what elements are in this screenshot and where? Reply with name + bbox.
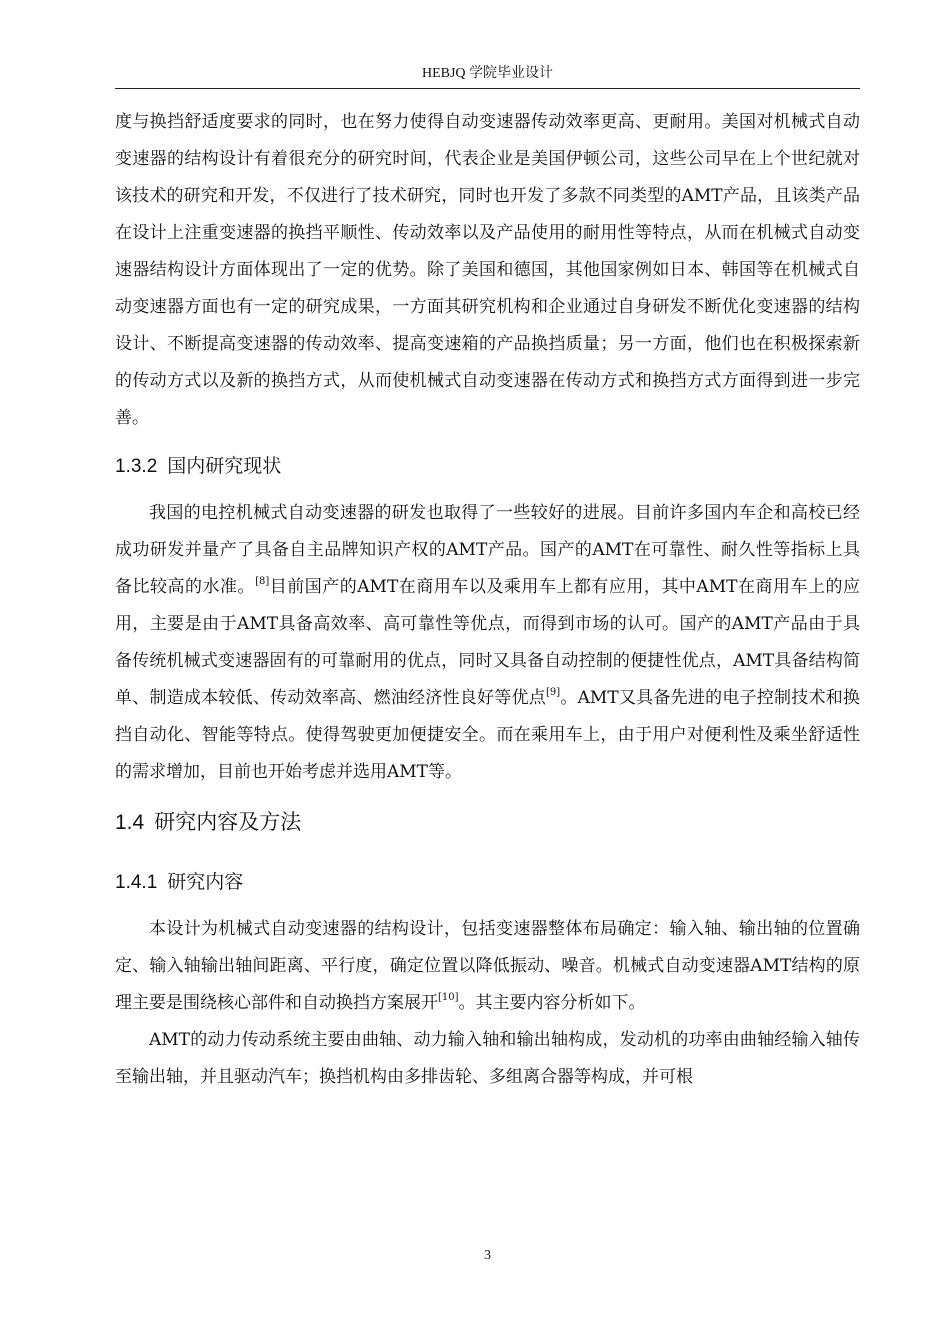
paragraph-research-content [115,911,860,1022]
section-title: 研究内容及方法 [154,810,302,834]
section-heading-1-3-2 [115,437,860,495]
paragraph-foreign-research-continued: 度与换挡舒适度要求的同时，也在努力使得自动变速器传动效率更高、更耐用。美国对机械式自动变速器的结构设计有着很充分的研究时间，代表企业是美国伊顿公司，这些公司早在上个世纪就对该技术的研究和开发，不仅进行了技术研究，同时也开发了多款不同类型的AMT产品，且该类产品在设计上注重变速器的换挡平顺性、传动效率以及产品使用的耐用性等特点，从而在机械式自动变速器结构设计方面体现出了一定的优势。除了美国和德国，其他国家例如日本、韩国等在机械式自动变速器方面也有一定的研究成果，一方面其研究机构和企业通过自身研发不断优化变速器的结构设计、不断提高变速器的传动效率、提高变速箱的产品换挡质量；另一方面，他们也在积极探索新的传动方式以及新的换挡方式，从而使机械式自动变速器在传动方式和换挡方式方面得到进一步完善。 [115,112,860,428]
paragraph-amt-powertrain: AMT的动力传动系统主要由曲轴、动力输入轴和输出轴构成，发动机的功率由曲轴经输入轴传至输出轴，并且驱动汽车；换挡机构由多排齿轮、多组离合器等构成，并可根 [115,1030,860,1087]
section-heading-1-4 [115,791,860,853]
section-number: 1.3.2 [115,456,158,477]
section-number: 1.4.1 [115,872,158,893]
section-title: 国内研究现状 [167,455,282,477]
section-number: 1.4 [115,811,145,834]
section-title: 研究内容 [167,871,244,893]
paragraph-text: 我国的电控机械式自动变速器的研发也取得了一些较好的进展。目前许多国内车企和高校已经成功研发并量产了具备自主品牌知识产权的AMT产品。国产的AMT在可靠性、耐久性等指标上具备比较高的水准。 [115,503,860,597]
page-content [115,104,860,1096]
paragraph-text: 本设计为机械式自动变速器的结构设计，包括变速器整体布局确定：输入轴、输出轴的位置确定、输入轴输出轴间距离、平行度，确定位置以降低振动、噪音。机械式自动变速器AMT结构的原理主要是围绕核心部件和自动换挡方案展开 [115,919,860,1013]
citation-ref: [10] [438,992,459,1003]
page-number: 3 [484,1248,491,1263]
citation-ref: [8] [255,576,270,587]
paragraph-text: 。其主要内容分析如下。 [458,993,646,1013]
section-heading-1-4-1 [115,853,860,911]
paragraph-domestic-research [115,495,860,791]
paragraph-text: 目前国产的AMT在商用车以及乘用车上都有应用，其中AMT在商用车上的应用，主要是由于AMT具备高效率、高可靠性等优点，而得到市场的认可。国产的AMT产品由于具备传统机械式变速器固有的可靠耐用的优点，同时又具备自动控制的便捷性优点，AMT具备结构简单、制造成本较低、传动效率高、燃油经济性良好等优点 [115,577,861,708]
paragraph-text: 。AMT又具备先进的电子控制技术和换挡自动化、智能等特点。使得驾驶更加便捷安全。而在乘用车上，由于用户对便利性及乘坐舒适性的需求增加，目前也开始考虑并选用AMT等。 [115,688,861,782]
header-title: HEBJQ 学院毕业设计 [421,66,554,81]
citation-ref: [9] [545,687,561,698]
page-header [115,64,860,89]
